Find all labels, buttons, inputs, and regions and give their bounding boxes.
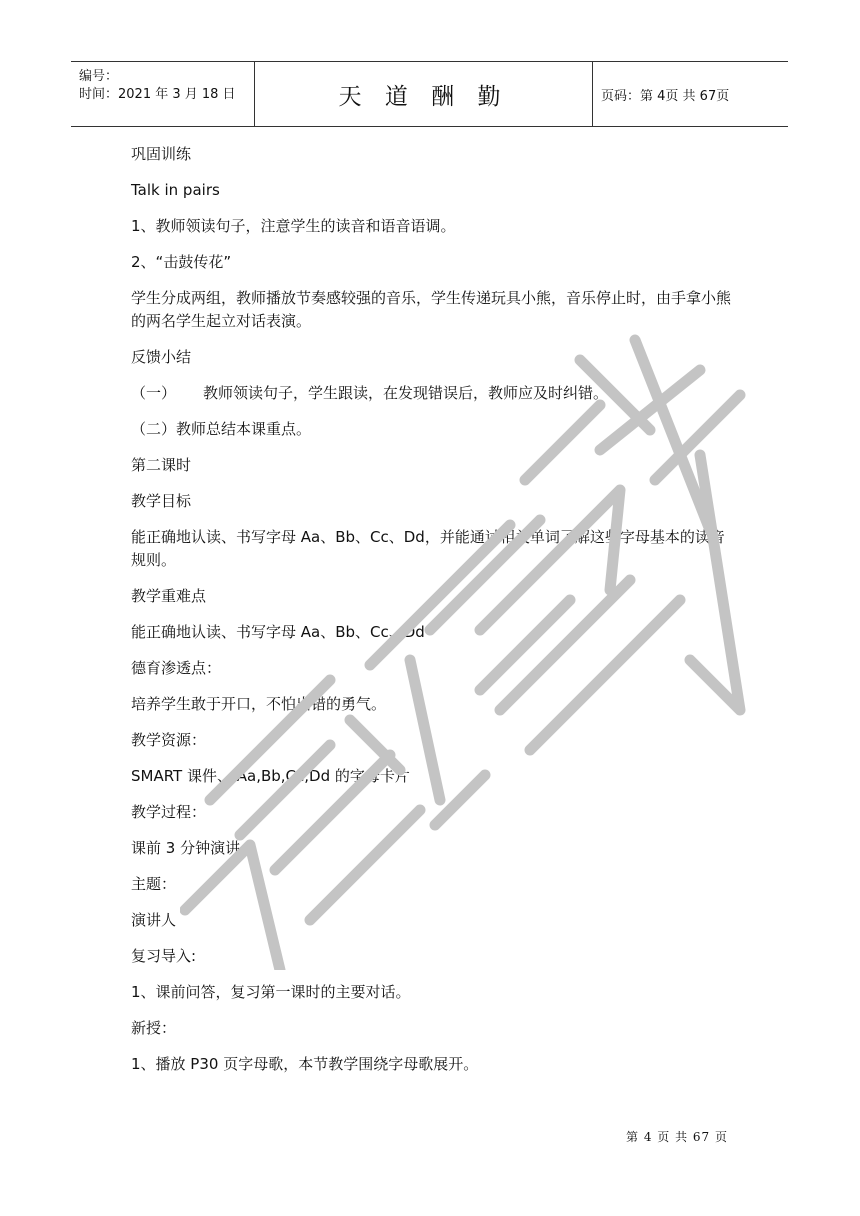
header-motto: 天 道 酬 勤 <box>338 83 509 110</box>
section-heading-new-lesson: 新授： <box>131 1019 177 1037</box>
key-points-text: 能正确地认读、书写字母 Aa、Bb、Cc、Dd <box>131 623 425 641</box>
section-heading-moral-education: 德育渗透点： <box>131 659 222 677</box>
section-heading-second-lesson: 第二课时 <box>131 456 192 474</box>
header-left-cell <box>71 62 255 126</box>
section-heading-review: 复习导入: <box>131 947 197 965</box>
feedback-item-two: （二）教师总结本课重点。 <box>131 420 312 438</box>
game-description: 学生分成两组，教师播放节奏感较强的音乐，学生传递玩具小熊，音乐停止时，由手拿小熊的两名学生起立对话表演。 <box>131 289 732 330</box>
header-page-info: 页码：第 4页 共 67页 <box>601 88 730 104</box>
goals-text: 能正确地认读、书写字母 Aa、Bb、Cc、Dd，并能通过相关单词了解这些字母基本的读音规则。 <box>131 528 725 569</box>
section-heading-key-points: 教学重难点 <box>131 587 207 605</box>
footer-page-number: 第 4 页 共 67 页 <box>626 1130 728 1144</box>
section-heading-resources: 教学资源： <box>131 731 207 749</box>
new-lesson-step-1: 1、播放 P30 页字母歌，本节教学围绕字母歌展开。 <box>131 1055 479 1073</box>
feedback-item-one-number: （一） <box>131 384 177 402</box>
section-heading-process: 教学过程： <box>131 803 207 821</box>
feedback-item-one-text: 教师领读句子，学生跟读，在发现错误后，教师应及时纠错。 <box>203 384 609 402</box>
pre-class-speech: 课前 3 分钟演讲 <box>131 839 241 857</box>
section-heading-goals: 教学目标 <box>131 492 192 510</box>
serial-number-label: 编号： <box>79 69 119 84</box>
document-header <box>71 61 788 127</box>
header-right-cell <box>593 62 788 126</box>
speech-topic-label: 主题： <box>131 875 177 893</box>
header-middle-cell <box>255 62 593 126</box>
date-label: 时间：2021 年 3 月 18 日 <box>79 87 236 102</box>
speaker-label: 演讲人 <box>131 911 177 929</box>
feedback-item-one <box>131 382 731 405</box>
moral-education-text: 培养学生敢于开口，不怕出错的勇气。 <box>131 695 387 713</box>
review-step-1: 1、课前问答，复习第一课时的主要对话。 <box>131 983 411 1001</box>
document-body <box>131 143 731 1089</box>
section-heading-consolidation: 巩固训练 <box>131 145 192 163</box>
step-1-lead-reading: 1、教师领读句子，注意学生的读音和语音语调。 <box>131 217 456 235</box>
section-heading-feedback: 反馈小结 <box>131 348 192 366</box>
step-2-game-title: 2、“击鼓传花” <box>131 253 232 271</box>
resources-text: SMART 课件、 Aa,Bb,Cc,Dd 的字母卡片 <box>131 767 410 785</box>
activity-talk-in-pairs: Talk in pairs <box>131 181 220 199</box>
